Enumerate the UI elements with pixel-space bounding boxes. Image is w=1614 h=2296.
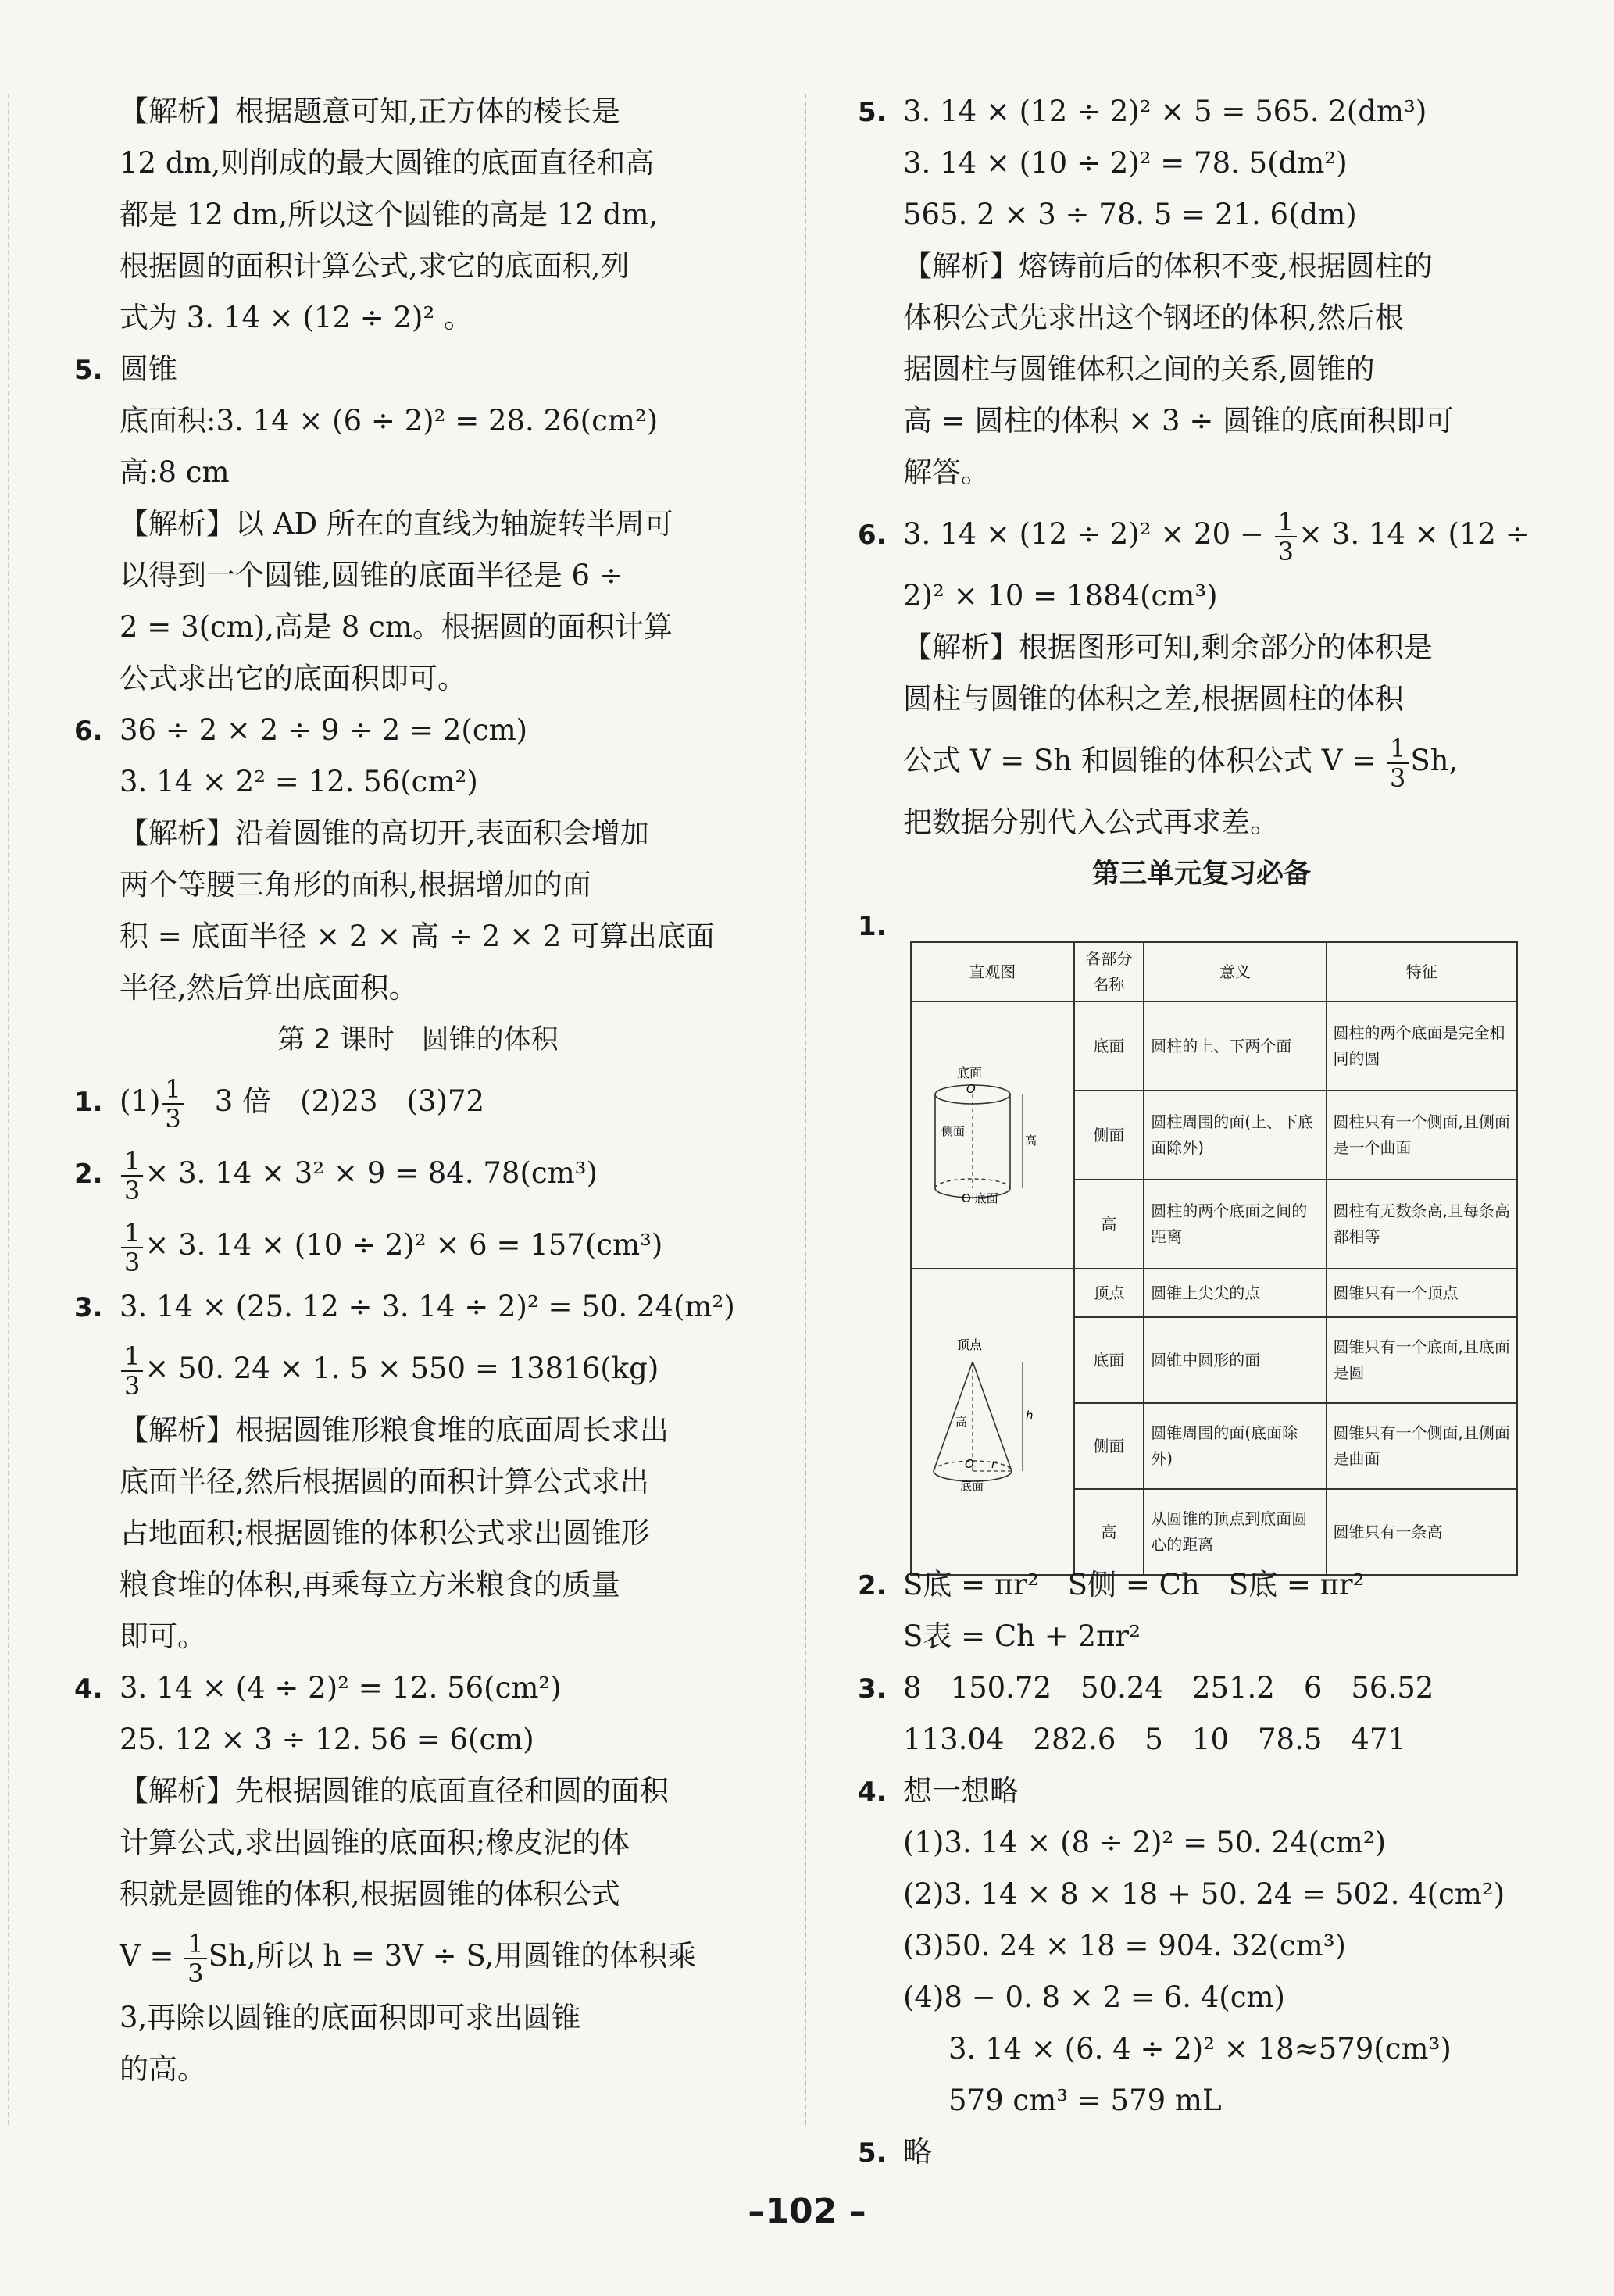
answer-line: 579 cm³ = 579 mL [948,2084,1222,2117]
header-cell: 直观图 [911,942,1074,1002]
answer-line: 3. 14 × (6. 4 ÷ 2)² × 18≈579(cm³) [948,2032,1452,2066]
question-6 [858,498,1545,570]
cylinder-diagram-cell [911,1002,1074,1269]
answer-text: S底 = πr² S侧 = Ch S底 = πr² [903,1568,1365,1601]
numerator: 1 [1275,508,1297,537]
table-cell: 从圆锥的顶点到底面圆心的距离 [1144,1489,1326,1575]
analysis-line: 【解析】先根据圆锥的底面直径和圆的面积 [120,1774,669,1808]
table-cell: 圆锥只有一个顶点 [1327,1269,1518,1317]
cone-diagram [912,1269,1043,1566]
fraction [121,1342,143,1400]
answer-text: 3 倍 (2)23 (3)72 [214,1084,485,1118]
table-header-row [911,942,1517,1002]
answer-text: × 3. 14 × (10 ÷ 2)² × 6 = 157(cm³) [145,1228,663,1262]
fraction [162,1075,184,1133]
answer-line: 25. 12 × 3 ÷ 12. 56 = 6(cm) [120,1723,534,1756]
answer-text: 3. 14 × (25. 12 ÷ 3. 14 ÷ 2)² = 50. 24(m²) [120,1290,735,1323]
table-cell: 圆锥只有一个底面,且底面是圆 [1327,1317,1518,1403]
analysis-line: 【解析】根据圆锥形粮食堆的底面周长求出 [120,1413,669,1447]
analysis-line: 据圆柱与圆锥体积之间的关系,圆锥的 [903,352,1375,386]
analysis-line: 【解析】熔铸前后的体积不变,根据圆柱的 [903,249,1433,283]
table-cell: 圆锥中圆形的面 [1144,1317,1326,1403]
answer-line: 2)² × 10 = 1884(cm³) [903,579,1218,612]
denominator: 3 [1389,762,1406,793]
label-base: 底面 [960,1479,984,1493]
denominator: 3 [124,1175,141,1205]
answer-line: S表 = Ch + 2πr² [903,1619,1141,1653]
question-5 [74,344,762,395]
question-number: 4. [74,1673,103,1705]
answer-line: 底面积:3. 14 × (6 ÷ 2)² = 28. 26(cm²) [120,404,659,437]
analysis-line: 体积公式先求出这个钢坯的体积,然后根 [903,301,1404,334]
numerator: 1 [184,1930,206,1959]
table-cell: 圆柱的两个底面是完全相同的圆 [1327,1002,1518,1091]
table-cell: 圆柱的上、下两个面 [1144,1002,1326,1091]
label-center: O [966,1082,976,1096]
analysis-line: 解答。 [903,455,990,489]
label-center: O [965,1457,974,1471]
table-cell: 圆锥上尖尖的点 [1144,1269,1326,1317]
answer-line: (4)8 − 0. 8 × 2 = 6. 4(cm) [903,1980,1285,2014]
question-number: 1. [858,911,887,942]
analysis-line: 即可。 [120,1619,206,1653]
header-cell: 特征 [1327,942,1518,1002]
s-question-4 [74,1662,762,1714]
analysis-line [74,1920,762,1992]
question-number: 2. [858,1570,887,1601]
analysis-line: 粮食堆的体积,再乘每立方米粮食的质量 [120,1568,620,1601]
question-6 [74,705,762,756]
analysis-line: 高 = 圆柱的体积 × 3 ÷ 圆锥的底面积即可 [903,404,1455,437]
label-height: 高 [955,1415,968,1429]
page-number: –102 – [748,2191,866,2231]
analysis-line: 【解析】以 AD 所在的直线为轴旋转半周可 [120,507,673,541]
analysis-text: Sh, [1410,744,1459,777]
analysis-line: 圆柱与圆锥的体积之差,根据圆柱的体积 [903,682,1404,716]
label-h: h [1026,1409,1034,1423]
analysis-line: 积就是圆锥的体积,根据圆锥的体积公式 [120,1877,620,1911]
header-cell: 各部分名称 [1074,942,1144,1002]
denominator: 3 [1277,536,1294,566]
label-height: 高 [1025,1134,1037,1148]
cone-diagram-cell [911,1269,1074,1575]
table-cell: 侧面 [1074,1091,1144,1180]
label-radius: r [991,1457,997,1471]
analysis-line: 根据圆的面积计算公式,求它的底面积,列 [120,249,630,283]
denominator: 3 [187,1958,204,1988]
table-cell: 圆柱周围的面(上、下底面除外) [1144,1091,1326,1180]
analysis-line: 【解析】沿着圆锥的高切开,表面积会增加 [120,816,649,850]
question-number: 5. [74,355,103,386]
analysis-line: 公式求出它的底面积即可。 [120,662,466,695]
table-cell: 高 [1074,1489,1144,1575]
analysis-line: 积 = 底面半径 × 2 × 高 ÷ 2 × 2 可算出底面 [120,919,716,953]
s-question-1 [74,1066,762,1137]
question-number: 3. [858,1673,887,1705]
analysis-line: 的高。 [120,2052,206,2086]
answer-line: (3)50. 24 × 18 = 904. 32(cm³) [903,1929,1346,1962]
page-edge-line [8,94,9,2125]
answer-line [74,1209,762,1281]
section-title: 第 2 课时 圆锥的体积 [277,1024,559,1055]
right-column [858,86,1545,952]
analysis-line: 以得到一个圆锥,圆锥的底面半径是 6 ÷ [120,559,623,592]
header-cell: 意义 [1144,942,1326,1002]
answer-text: × 3. 14 × 3² × 9 = 84. 78(cm³) [145,1156,598,1190]
answer-text: 8 150.72 50.24 251.2 6 56.52 [903,1671,1434,1705]
denominator: 3 [165,1103,181,1134]
question-5 [858,86,1545,137]
analysis-line: 12 dm,则削成的最大圆锥的底面直径和高 [120,146,655,180]
analysis-line: 【解析】根据图形可知,剩余部分的体积是 [903,630,1433,664]
answer-line: 113.04 282.6 5 10 78.5 471 [903,1723,1407,1756]
table-cell: 圆柱有无数条高,且每条高都相等 [1327,1180,1518,1269]
denominator: 3 [124,1247,141,1277]
answer-line: (1)3. 14 × (8 ÷ 2)² = 50. 24(cm²) [903,1826,1387,1859]
analysis-line: 底面半径,然后根据圆的面积计算公式求出 [120,1465,649,1498]
table-cell: 圆柱的两个底面之间的距离 [1144,1180,1326,1269]
analysis-line: 式为 3. 14 × (12 ÷ 2)² 。 [120,301,473,334]
answer-text: 3. 14 × (4 ÷ 2)² = 12. 56(cm²) [120,1671,562,1705]
left-column [74,86,762,2095]
table-cell: 底面 [1074,1002,1144,1091]
answer-line: 3. 14 × 2² = 12. 56(cm²) [120,765,478,798]
analysis-line: 把数据分别代入公式再求差。 [903,805,1279,839]
analysis-line: 【解析】根据题意可知,正方体的棱长是 [120,95,620,128]
answer-line: 3. 14 × (10 ÷ 2)² = 78. 5(dm²) [903,146,1348,180]
answer-line: 高:8 cm [120,455,230,489]
question-number: 5. [858,2137,887,2169]
section-title: 第三单元复习必备 [1091,859,1311,890]
analysis-line: 3,再除以圆锥的底面积即可求出圆锥 [120,2001,581,2034]
answer-text: (1) [120,1084,161,1118]
s-question-3 [74,1281,762,1333]
label-bottom-base: O·底面 [962,1191,998,1205]
answer-text: 3. 14 × (12 ÷ 2)² × 20 − [903,517,1273,551]
numerator: 1 [121,1342,143,1372]
answer-text: 略 [903,2135,932,2169]
analysis-line: 都是 12 dm,所以这个圆锥的高是 12 dm, [120,198,659,231]
table-row [911,1269,1517,1317]
analysis-line: 2 = 3(cm),高是 8 cm。根据圆的面积计算 [120,610,673,644]
answer-text: 3. 14 × (12 ÷ 2)² × 5 = 565. 2(dm³) [903,95,1427,128]
answer-text: × 3. 14 × (12 ÷ [1298,517,1530,551]
analysis-text: Sh,所以 h = 3V ÷ S,用圆锥的体积乘 [208,1939,697,1973]
question-number: 4. [858,1776,887,1808]
fraction [121,1147,143,1205]
table-row [911,1002,1517,1091]
numerator: 1 [121,1147,143,1177]
s-question-2 [74,1137,762,1209]
question-number: 1. [74,1087,103,1118]
table-cell: 高 [1074,1180,1144,1269]
review-question-4 [858,1766,1545,1817]
label-side: 侧面 [941,1124,966,1138]
question-number: 2. [74,1159,103,1190]
answer-text: 圆锥 [120,352,177,386]
question-number: 6. [858,520,887,551]
table-cell: 圆锥只有一条高 [1327,1489,1518,1575]
table-cell: 顶点 [1074,1269,1144,1317]
fraction [184,1930,206,1987]
answer-line [74,1333,762,1405]
right-column-lower [858,1559,1545,2178]
answer-line: (2)3. 14 × 8 × 18 + 50. 24 = 502. 4(cm²) [903,1877,1505,1911]
review-question-3 [858,1662,1545,1714]
table-cell: 圆锥周围的面(底面除外) [1144,1403,1326,1489]
numerator: 1 [1387,734,1409,764]
numerator: 1 [162,1075,184,1105]
review-table [910,941,1518,1555]
fraction [1275,508,1297,566]
comparison-table [910,941,1518,1576]
review-question-2 [858,1559,1545,1611]
analysis-line: 占地面积;根据圆锥的体积公式求出圆锥形 [120,1516,650,1550]
analysis-text: 公式 V = Sh 和圆锥的体积公式 V = [903,744,1385,777]
answer-line: 565. 2 × 3 ÷ 78. 5 = 21. 6(dm) [903,198,1357,231]
analysis-line: 两个等腰三角形的面积,根据增加的面 [120,868,591,902]
question-number: 3. [74,1292,103,1323]
table-cell: 侧面 [1074,1403,1144,1489]
question-number: 6. [74,716,103,747]
analysis-line: 半径,然后算出底面积。 [120,971,418,1005]
answer-text: × 50. 24 × 1. 5 × 550 = 13816(kg) [145,1352,659,1385]
cylinder-diagram [912,1002,1043,1260]
analysis-line: 计算公式,求出圆锥的底面积;橡皮泥的体 [120,1826,630,1859]
review-question-5 [858,2126,1545,2178]
question-number: 5. [858,97,887,128]
numerator: 1 [121,1219,143,1248]
table-cell: 底面 [1074,1317,1144,1403]
analysis-text: V = [120,1939,184,1973]
label-top-base: 底面 [957,1066,983,1080]
denominator: 3 [124,1370,141,1401]
column-divider [805,94,806,2125]
answer-text: 36 ÷ 2 × 2 ÷ 9 ÷ 2 = 2(cm) [120,713,528,747]
table-cell: 圆柱只有一个侧面,且侧面是一个曲面 [1327,1091,1518,1180]
label-apex: 顶点 [957,1337,983,1352]
fraction [121,1219,143,1277]
answer-text: 想一想略 [903,1774,1019,1808]
analysis-line [858,725,1545,797]
table-cell: 圆锥只有一个侧面,且侧面是曲面 [1327,1403,1518,1489]
fraction [1387,734,1409,792]
